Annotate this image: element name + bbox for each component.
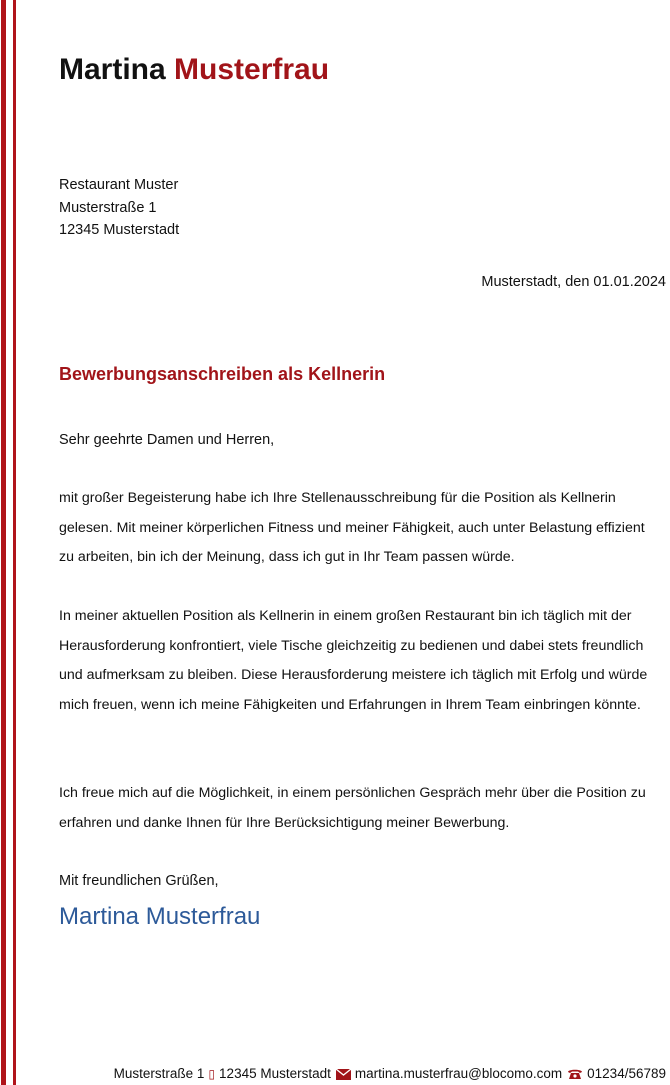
closing-phrase: Mit freundlichen Grüßen,: [59, 873, 219, 889]
telephone-icon: [567, 1068, 583, 1080]
footer-separator: ▯: [208, 1067, 216, 1081]
recipient-address: [59, 174, 179, 242]
decorative-bar-thick: [1, 0, 6, 1085]
letter-subject: Bewerbungsanschreiben als Kellnerin: [59, 364, 386, 384]
decorative-bar-thin: [13, 0, 16, 1085]
envelope-icon: [336, 1069, 351, 1080]
recipient-city: 12345 Musterstadt: [59, 222, 180, 238]
first-name: Martina: [59, 53, 166, 86]
body-paragraph-1: mit großer Begeisterung habe ich Ihre Stellenausschreibung für die Position als Kellnerin gelesen. Mit meiner körperlichen Fitness und meiner Fähigkeit, auch unter Belastung effizient zu arbeiten, bin ich der Meinung, dass ich gut in Ihr Team passen würde.: [59, 490, 645, 565]
signature: Martina Musterfrau: [59, 903, 261, 930]
recipient-company: Restaurant Muster: [59, 177, 179, 193]
body-paragraph-2: In meiner aktuellen Position als Kellnerin in einem großen Restaurant bin ich täglich mit der Herausforderung konfrontiert, viele Tische gleichzeitig zu bedienen und dabei stets freundlich und aufmerksam zu bleiben. Diese Herausforderung meistere ich täglich mit Erfolg und würde mich freuen, wenn ich meine Fähigkeiten und Erfahrungen in Ihrem Team einbringen könnte.: [59, 608, 648, 713]
last-name: Musterfrau: [174, 53, 330, 86]
footer-street: Musterstraße 1: [113, 1066, 205, 1081]
applicant-name-header: [59, 52, 329, 88]
footer-contact: [114, 1064, 666, 1084]
footer-email: martina.musterfrau@blocomo.com: [354, 1066, 563, 1081]
letter-date: Musterstadt, den 01.01.2024: [481, 274, 666, 290]
body-paragraph-3: Ich freue mich auf die Möglichkeit, in einem persönlichen Gespräch mehr über die Position zu erfahren und danke Ihnen für Ihre Berücksichtigung meiner Bewerbung.: [59, 785, 646, 831]
recipient-street: Musterstraße 1: [59, 199, 157, 216]
footer-city: 12345 Musterstadt: [219, 1066, 331, 1081]
footer-phone: 01234/56789: [587, 1066, 666, 1081]
salutation: Sehr geehrte Damen und Herren,: [59, 432, 275, 448]
